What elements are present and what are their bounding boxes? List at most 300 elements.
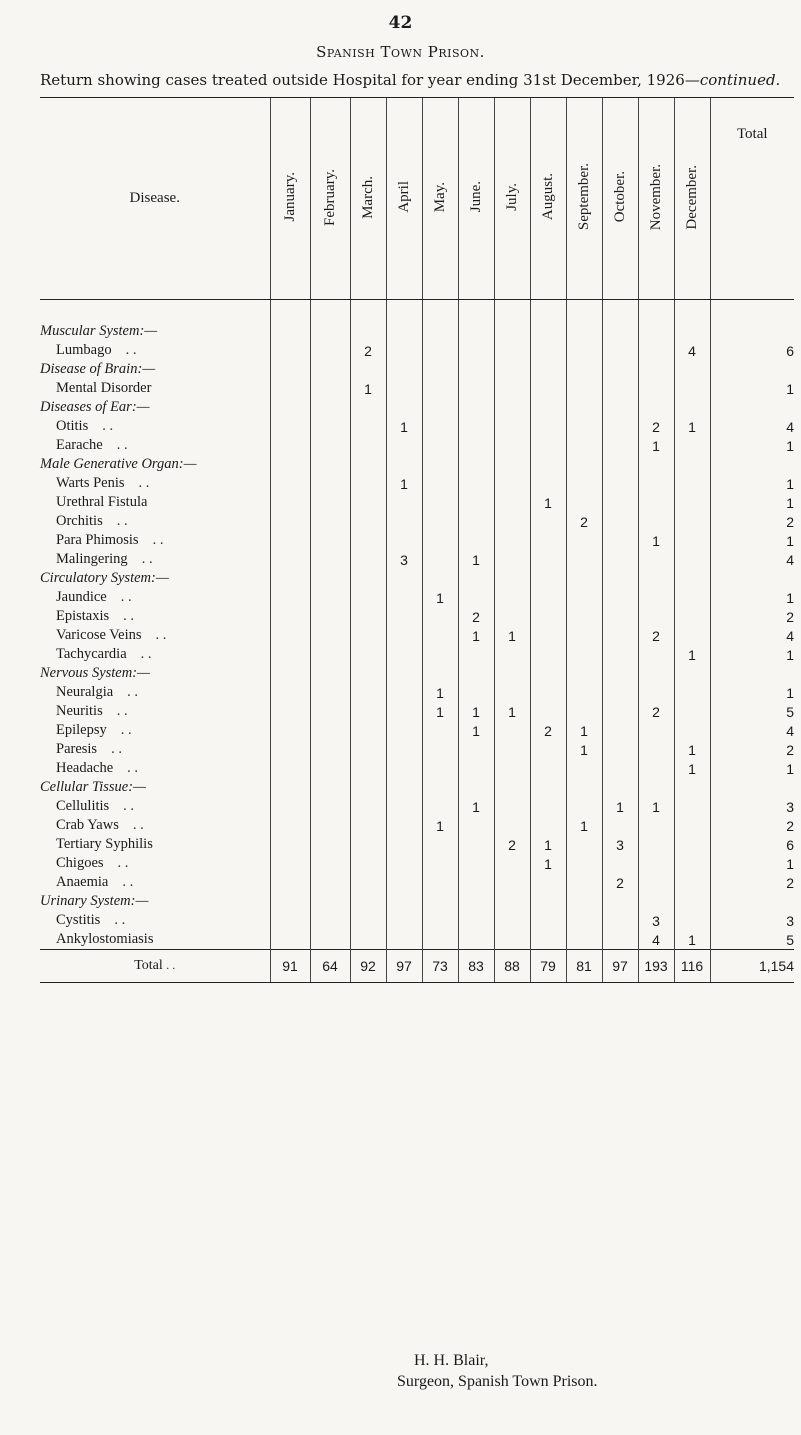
table-row bbox=[40, 683, 794, 702]
empty-cell bbox=[494, 398, 530, 417]
empty-cell bbox=[494, 455, 530, 474]
disease-name: Earache bbox=[56, 437, 103, 453]
disease-cell bbox=[40, 911, 270, 930]
disease-cell bbox=[40, 493, 270, 512]
month-cell bbox=[602, 645, 638, 664]
disease-name: Neuralgia bbox=[56, 684, 114, 700]
month-cell bbox=[494, 550, 530, 569]
row-total-cell: 2 bbox=[710, 873, 794, 892]
disease-cell bbox=[40, 816, 270, 835]
month-cell bbox=[674, 816, 710, 835]
month-cell: 1 bbox=[422, 816, 458, 835]
month-cell bbox=[494, 721, 530, 740]
section-title: Male Generative Organ:— bbox=[40, 456, 197, 472]
disease-name: Paresis bbox=[56, 741, 98, 757]
disease-name: Crab Yaws bbox=[56, 817, 119, 833]
month-cell bbox=[458, 493, 494, 512]
month-cell bbox=[638, 816, 674, 835]
month-cell: 2 bbox=[638, 626, 674, 645]
header-month: July. bbox=[494, 98, 530, 300]
empty-cell bbox=[674, 664, 710, 683]
table-caption bbox=[40, 71, 780, 89]
empty-cell bbox=[674, 778, 710, 797]
month-cell: 1 bbox=[350, 379, 386, 398]
disease-name: Urethral Fistula bbox=[56, 494, 148, 510]
empty-cell bbox=[350, 778, 386, 797]
month-cell: 1 bbox=[638, 531, 674, 550]
disease-cell bbox=[40, 588, 270, 607]
month-cell: 2 bbox=[494, 835, 530, 854]
empty-cell bbox=[386, 569, 422, 588]
month-cell bbox=[566, 436, 602, 455]
month-cell bbox=[270, 588, 310, 607]
header-month: September. bbox=[566, 98, 602, 300]
month-cell bbox=[310, 702, 350, 721]
empty-cell bbox=[710, 664, 794, 683]
month-cell: 1 bbox=[458, 797, 494, 816]
month-cell bbox=[602, 930, 638, 950]
month-cell bbox=[602, 417, 638, 436]
header-month: January. bbox=[270, 98, 310, 300]
month-cell bbox=[494, 417, 530, 436]
empty-cell bbox=[674, 300, 710, 342]
month-cell bbox=[494, 512, 530, 531]
empty-cell bbox=[386, 778, 422, 797]
empty-cell bbox=[386, 300, 422, 342]
month-cell bbox=[530, 341, 566, 360]
month-cell bbox=[494, 379, 530, 398]
month-cell: 1 bbox=[674, 930, 710, 950]
disease-cell bbox=[40, 417, 270, 436]
header-row bbox=[40, 98, 794, 300]
table-row bbox=[40, 417, 794, 436]
row-total-cell: 4 bbox=[710, 721, 794, 740]
month-cell bbox=[422, 797, 458, 816]
month-cell bbox=[310, 607, 350, 626]
table-row bbox=[40, 512, 794, 531]
empty-cell bbox=[310, 360, 350, 379]
empty-cell bbox=[494, 892, 530, 911]
month-cell bbox=[494, 531, 530, 550]
month-cell bbox=[350, 873, 386, 892]
month-cell: 1 bbox=[530, 493, 566, 512]
empty-cell bbox=[638, 664, 674, 683]
empty-cell bbox=[310, 892, 350, 911]
month-cell bbox=[422, 531, 458, 550]
month-cell bbox=[530, 930, 566, 950]
row-total-cell: 2 bbox=[710, 816, 794, 835]
disease-name: Cellulitis bbox=[56, 798, 110, 814]
month-cell bbox=[566, 683, 602, 702]
disease-name: Neuritis bbox=[56, 703, 103, 719]
month-cell bbox=[422, 930, 458, 950]
leader-dots: . . bbox=[116, 437, 128, 453]
month-cell bbox=[310, 626, 350, 645]
header-month: November. bbox=[638, 98, 674, 300]
row-total-cell: 4 bbox=[710, 550, 794, 569]
disease-name: Epilepsy bbox=[56, 722, 107, 738]
empty-cell bbox=[422, 398, 458, 417]
month-cell bbox=[566, 626, 602, 645]
month-cell bbox=[566, 474, 602, 493]
month-cell: 2 bbox=[566, 512, 602, 531]
month-cell bbox=[386, 816, 422, 835]
section-row bbox=[40, 664, 794, 683]
month-cell: 2 bbox=[602, 873, 638, 892]
page-number: 42 bbox=[388, 13, 413, 33]
empty-cell bbox=[422, 892, 458, 911]
month-cell bbox=[350, 797, 386, 816]
month-cell bbox=[350, 683, 386, 702]
month-cell bbox=[602, 341, 638, 360]
month-cell bbox=[422, 512, 458, 531]
empty-cell bbox=[494, 300, 530, 342]
month-cell bbox=[566, 645, 602, 664]
month-cell bbox=[566, 607, 602, 626]
disease-cell bbox=[40, 797, 270, 816]
empty-cell bbox=[310, 455, 350, 474]
month-cell bbox=[602, 626, 638, 645]
leader-dots: . . bbox=[123, 608, 135, 624]
month-cell bbox=[602, 550, 638, 569]
empty-cell bbox=[422, 360, 458, 379]
empty-cell bbox=[674, 892, 710, 911]
month-total-cell: 97 bbox=[386, 950, 422, 983]
empty-cell bbox=[458, 778, 494, 797]
totals-label: Total . . bbox=[40, 950, 270, 983]
month-cell bbox=[602, 493, 638, 512]
month-cell bbox=[674, 721, 710, 740]
month-cell bbox=[270, 683, 310, 702]
empty-cell bbox=[350, 360, 386, 379]
table-row bbox=[40, 550, 794, 569]
month-cell bbox=[674, 854, 710, 873]
empty-cell bbox=[566, 398, 602, 417]
month-cell: 3 bbox=[638, 911, 674, 930]
leader-dots: . . bbox=[114, 912, 126, 928]
empty-cell bbox=[530, 455, 566, 474]
empty-cell bbox=[350, 892, 386, 911]
disease-name: Chigoes bbox=[56, 855, 104, 871]
empty-cell bbox=[386, 892, 422, 911]
month-cell bbox=[530, 417, 566, 436]
month-cell bbox=[422, 873, 458, 892]
signature-position: Surgeon, Spanish Town Prison. bbox=[397, 1373, 598, 1390]
disease-cell bbox=[40, 873, 270, 892]
month-cell bbox=[494, 797, 530, 816]
empty-cell bbox=[566, 569, 602, 588]
month-cell bbox=[530, 702, 566, 721]
month-cell: 1 bbox=[566, 721, 602, 740]
section-title: Disease of Brain:— bbox=[40, 361, 156, 377]
empty-cell bbox=[386, 455, 422, 474]
empty-cell bbox=[602, 778, 638, 797]
month-cell bbox=[270, 512, 310, 531]
month-total-cell: 91 bbox=[270, 950, 310, 983]
row-total-cell: 4 bbox=[710, 626, 794, 645]
month-cell bbox=[458, 683, 494, 702]
leader-dots: . . bbox=[155, 627, 167, 643]
month-total-cell: 193 bbox=[638, 950, 674, 983]
disease-cell bbox=[40, 835, 270, 854]
empty-cell bbox=[710, 398, 794, 417]
header-month: February. bbox=[310, 98, 350, 300]
empty-cell bbox=[638, 455, 674, 474]
month-cell bbox=[638, 607, 674, 626]
month-cell bbox=[386, 531, 422, 550]
month-cell bbox=[422, 740, 458, 759]
empty-cell bbox=[530, 892, 566, 911]
disease-cell bbox=[40, 702, 270, 721]
empty-cell bbox=[602, 360, 638, 379]
table-row bbox=[40, 740, 794, 759]
month-cell bbox=[530, 588, 566, 607]
month-cell bbox=[458, 417, 494, 436]
row-total-cell: 2 bbox=[710, 740, 794, 759]
month-cell bbox=[530, 550, 566, 569]
empty-cell bbox=[674, 455, 710, 474]
month-cell bbox=[638, 721, 674, 740]
empty-cell bbox=[386, 360, 422, 379]
empty-cell bbox=[494, 360, 530, 379]
empty-cell bbox=[310, 300, 350, 342]
month-cell bbox=[422, 379, 458, 398]
month-cell: 4 bbox=[638, 930, 674, 950]
month-cell: 1 bbox=[674, 759, 710, 778]
month-cell bbox=[566, 493, 602, 512]
row-total-cell: 5 bbox=[710, 930, 794, 950]
empty-cell bbox=[638, 778, 674, 797]
disease-name: Headache bbox=[56, 760, 114, 776]
empty-cell bbox=[710, 778, 794, 797]
month-cell bbox=[530, 607, 566, 626]
month-cell bbox=[638, 474, 674, 493]
table-row bbox=[40, 911, 794, 930]
signature-name: H. H. Blair, bbox=[414, 1352, 489, 1369]
month-cell: 1 bbox=[602, 797, 638, 816]
month-cell bbox=[458, 740, 494, 759]
row-total-cell: 3 bbox=[710, 797, 794, 816]
leader-dots: . . bbox=[127, 684, 139, 700]
month-cell bbox=[270, 797, 310, 816]
empty-cell bbox=[602, 569, 638, 588]
month-cell bbox=[350, 854, 386, 873]
month-cell bbox=[386, 607, 422, 626]
empty-cell bbox=[710, 892, 794, 911]
month-cell bbox=[350, 702, 386, 721]
disease-cell bbox=[40, 341, 270, 360]
month-cell bbox=[310, 379, 350, 398]
month-cell bbox=[674, 474, 710, 493]
empty-cell bbox=[674, 360, 710, 379]
table-row bbox=[40, 835, 794, 854]
returns-table bbox=[40, 97, 794, 983]
table-row bbox=[40, 645, 794, 664]
month-cell: 1 bbox=[458, 550, 494, 569]
month-cell bbox=[270, 873, 310, 892]
empty-cell bbox=[530, 664, 566, 683]
month-cell bbox=[386, 930, 422, 950]
month-cell bbox=[530, 816, 566, 835]
empty-cell bbox=[566, 892, 602, 911]
month-cell: 1 bbox=[674, 417, 710, 436]
month-cell bbox=[602, 721, 638, 740]
table-row bbox=[40, 436, 794, 455]
month-cell bbox=[422, 550, 458, 569]
section-row bbox=[40, 778, 794, 797]
month-cell bbox=[566, 379, 602, 398]
month-cell bbox=[566, 702, 602, 721]
month-cell: 1 bbox=[494, 702, 530, 721]
month-cell bbox=[494, 930, 530, 950]
empty-cell bbox=[458, 892, 494, 911]
disease-name: Ankylostomiasis bbox=[56, 931, 154, 947]
disease-name: Malingering bbox=[56, 551, 128, 567]
month-cell bbox=[458, 645, 494, 664]
month-cell bbox=[530, 379, 566, 398]
empty-cell bbox=[710, 300, 794, 342]
leader-dots: . . bbox=[125, 342, 137, 358]
month-cell: 1 bbox=[458, 626, 494, 645]
empty-cell bbox=[310, 778, 350, 797]
month-cell bbox=[270, 854, 310, 873]
month-cell: 1 bbox=[494, 626, 530, 645]
month-cell bbox=[602, 759, 638, 778]
section-row bbox=[40, 300, 794, 342]
month-cell bbox=[458, 531, 494, 550]
month-cell bbox=[350, 436, 386, 455]
row-total-cell: 1 bbox=[710, 588, 794, 607]
disease-name: Tachycardia bbox=[56, 646, 127, 662]
month-cell bbox=[602, 512, 638, 531]
table-row bbox=[40, 588, 794, 607]
month-cell bbox=[386, 379, 422, 398]
disease-cell bbox=[40, 626, 270, 645]
section-row bbox=[40, 398, 794, 417]
table-row bbox=[40, 854, 794, 873]
disease-name: Otitis bbox=[56, 418, 89, 434]
month-cell bbox=[422, 607, 458, 626]
row-total-cell: 1 bbox=[710, 474, 794, 493]
empty-cell bbox=[270, 398, 310, 417]
month-cell bbox=[422, 854, 458, 873]
month-cell bbox=[458, 930, 494, 950]
month-cell bbox=[494, 607, 530, 626]
month-cell bbox=[494, 341, 530, 360]
leader-dots: . . bbox=[102, 418, 114, 434]
table-row bbox=[40, 759, 794, 778]
month-cell bbox=[602, 740, 638, 759]
page-title: Spanish Town Prison. bbox=[316, 43, 485, 61]
empty-cell bbox=[458, 398, 494, 417]
empty-cell bbox=[422, 778, 458, 797]
month-cell bbox=[310, 417, 350, 436]
month-cell bbox=[566, 873, 602, 892]
month-cell bbox=[422, 835, 458, 854]
table-row bbox=[40, 930, 794, 950]
disease-name: Epistaxis bbox=[56, 608, 110, 624]
month-cell bbox=[566, 911, 602, 930]
grand-total-cell: 1,154 bbox=[710, 950, 794, 983]
empty-cell bbox=[270, 300, 310, 342]
month-cell: 2 bbox=[638, 417, 674, 436]
table-row bbox=[40, 873, 794, 892]
month-cell: 3 bbox=[602, 835, 638, 854]
month-cell: 2 bbox=[350, 341, 386, 360]
disease-name: Warts Penis bbox=[56, 475, 125, 491]
empty-cell bbox=[638, 398, 674, 417]
table-row bbox=[40, 816, 794, 835]
table-row bbox=[40, 607, 794, 626]
month-cell bbox=[530, 911, 566, 930]
month-cell bbox=[386, 588, 422, 607]
month-cell bbox=[530, 512, 566, 531]
empty-cell bbox=[350, 300, 386, 342]
row-total-cell: 1 bbox=[710, 759, 794, 778]
disease-cell bbox=[40, 379, 270, 398]
disease-cell bbox=[40, 854, 270, 873]
empty-cell bbox=[270, 569, 310, 588]
month-cell bbox=[566, 550, 602, 569]
row-total-cell: 2 bbox=[710, 512, 794, 531]
month-total-cell: 73 bbox=[422, 950, 458, 983]
disease-cell bbox=[40, 550, 270, 569]
month-cell bbox=[458, 911, 494, 930]
month-total-cell: 92 bbox=[350, 950, 386, 983]
month-cell bbox=[530, 626, 566, 645]
month-total-cell: 88 bbox=[494, 950, 530, 983]
table-row bbox=[40, 702, 794, 721]
month-cell bbox=[494, 854, 530, 873]
empty-cell bbox=[602, 892, 638, 911]
month-cell: 1 bbox=[458, 721, 494, 740]
month-cell bbox=[310, 930, 350, 950]
month-cell bbox=[674, 550, 710, 569]
disease-name: Para Phimosis bbox=[56, 532, 139, 548]
leader-dots: . . bbox=[132, 817, 144, 833]
month-cell bbox=[350, 930, 386, 950]
leader-dots: . . bbox=[122, 874, 134, 890]
month-cell bbox=[674, 873, 710, 892]
disease-cell bbox=[40, 645, 270, 664]
month-cell bbox=[386, 626, 422, 645]
month-cell bbox=[422, 436, 458, 455]
month-cell bbox=[638, 493, 674, 512]
month-cell bbox=[310, 588, 350, 607]
month-cell bbox=[530, 474, 566, 493]
month-cell bbox=[350, 588, 386, 607]
empty-cell bbox=[458, 455, 494, 474]
month-cell bbox=[494, 873, 530, 892]
month-cell bbox=[270, 474, 310, 493]
empty-cell bbox=[310, 398, 350, 417]
month-cell bbox=[602, 607, 638, 626]
empty-cell bbox=[494, 778, 530, 797]
leader-dots: . . bbox=[116, 703, 128, 719]
month-cell bbox=[386, 911, 422, 930]
month-cell bbox=[530, 531, 566, 550]
month-cell bbox=[674, 702, 710, 721]
table-row bbox=[40, 474, 794, 493]
month-cell bbox=[674, 607, 710, 626]
month-cell bbox=[386, 683, 422, 702]
month-cell: 4 bbox=[674, 341, 710, 360]
empty-cell bbox=[602, 398, 638, 417]
month-cell bbox=[674, 911, 710, 930]
month-cell: 2 bbox=[458, 607, 494, 626]
month-cell bbox=[422, 493, 458, 512]
month-cell bbox=[386, 512, 422, 531]
